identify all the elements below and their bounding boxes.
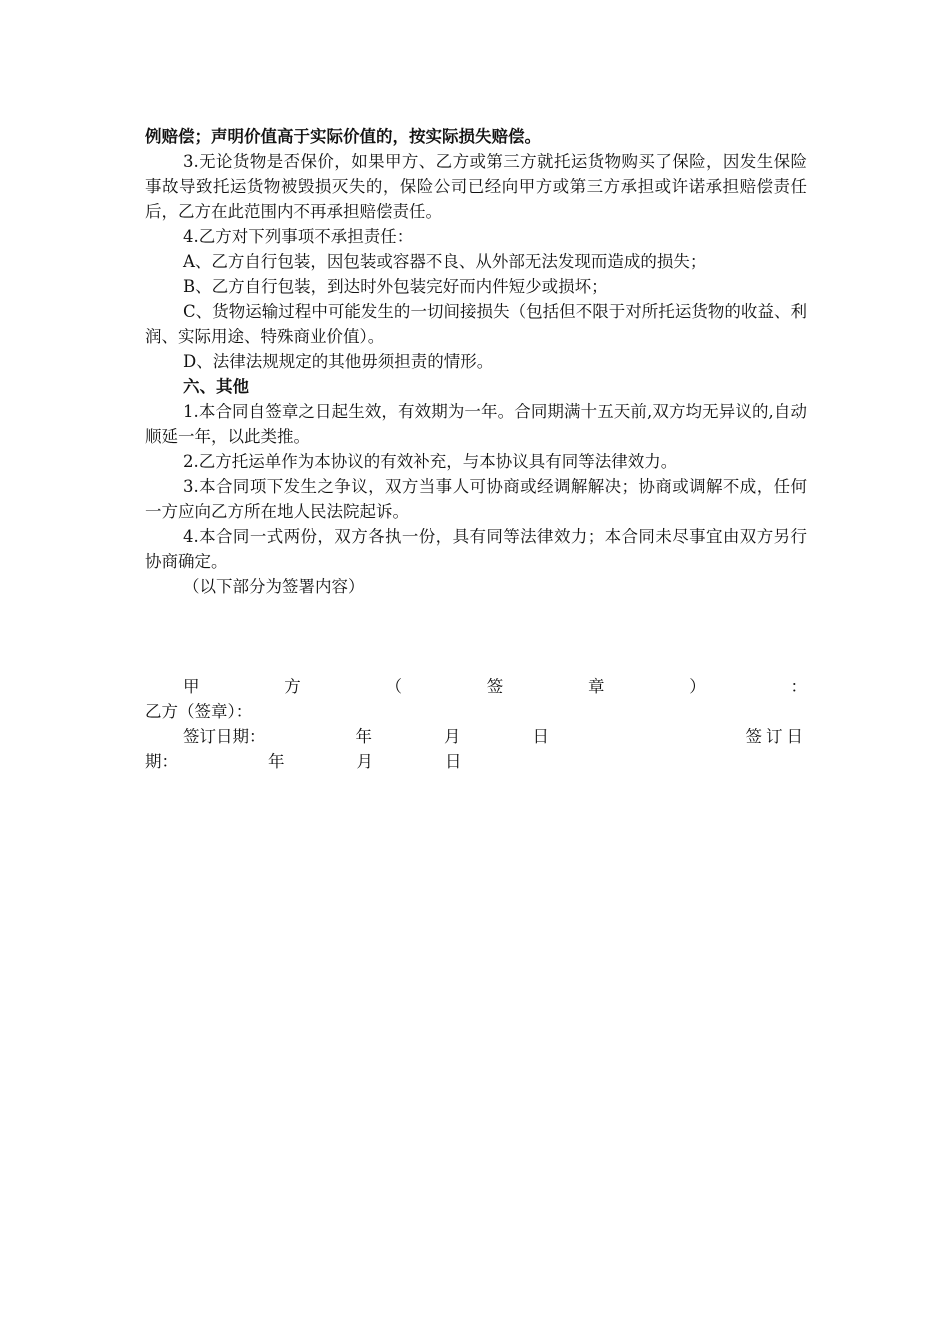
party-a-char: ） <box>689 677 706 696</box>
party-a-char: 章 <box>588 677 605 696</box>
paragraph-signature-note: （以下部分为签署内容） <box>183 577 365 596</box>
document-body <box>145 124 807 774</box>
signing-date-line <box>145 724 807 749</box>
date-month: 月 <box>444 727 461 746</box>
party-b-date-label-start: 签订日 <box>745 727 807 746</box>
paragraph-exemption-b: B、乙方自行包装，到达时外包装完好而内件短少或损坏； <box>183 277 608 296</box>
paragraph-other-3: 3.本合同项下发生之争议，双方当事人可协商或经调解解决；协商或调解不成，任何一方应向乙方所在地人民法院起诉。 <box>145 477 807 521</box>
paragraph-exemption-intro: 4.乙方对下列事项不承担责任： <box>183 227 414 246</box>
paragraph-insurance-clause: 3.无论货物是否保价，如果甲方、乙方或第三方就托运货物购买了保险，因发生保险事故导致托运货物被毁损灭失的，保险公司已经向甲方或第三方承担或许诺承担赔偿责任后，乙方在此范围内不再承担赔偿责任。 <box>145 152 807 221</box>
paragraph-exemption-c: C、货物运输过程中可能发生的一切间接损失（包括但不限于对所托运货物的收益、利润、实际用途、特殊商业价值）。 <box>145 302 807 346</box>
date-label: 签订日期： <box>183 727 266 746</box>
paragraph-other-4: 4.本合同一式两份，双方各执一份，具有同等法律效力；本合同未尽事宜由双方另行协商确定。 <box>145 527 807 571</box>
paragraph-exemption-a: A、乙方自行包装，因包装或容器不良、从外部无法发现而造成的损失； <box>183 252 707 271</box>
party-a-date <box>183 724 549 749</box>
party-a-char: 甲 <box>183 677 200 696</box>
signature-spacer <box>145 599 807 674</box>
party-a-char: 方 <box>284 677 301 696</box>
date-day: 日 <box>532 727 549 746</box>
date-month-b: 月 <box>356 752 373 771</box>
paragraph-compensation-tail: 例赔偿；声明价值高于实际价值的，按实际损失赔偿。 <box>145 127 541 146</box>
party-a-char: 签 <box>486 677 504 696</box>
party-b-signature-line: 乙方（签章）： <box>145 702 253 721</box>
paragraph-other-1: 1.本合同自签章之日起生效，有效期为一年。合同期满十五天前,双方均无异议的,自动顺延一年，以此类推。 <box>145 402 807 446</box>
paragraph-exemption-d: D、法律法规规定的其他毋须担责的情形。 <box>183 352 494 371</box>
paragraph-other-2: 2.乙方托运单作为本协议的有效补充，与本协议具有同等法律效力。 <box>183 452 678 471</box>
party-a-char: ： <box>790 677 807 696</box>
date-year: 年 <box>355 727 372 746</box>
date-day-b: 日 <box>445 752 462 771</box>
party-b-date-line <box>145 749 807 774</box>
party-a-char: （ <box>385 677 402 696</box>
date-year-b: 年 <box>268 752 285 771</box>
party-a-signature-line <box>145 674 807 699</box>
party-b-date-label-end: 期： <box>145 752 178 771</box>
section-title-other: 六、其他 <box>183 377 249 396</box>
